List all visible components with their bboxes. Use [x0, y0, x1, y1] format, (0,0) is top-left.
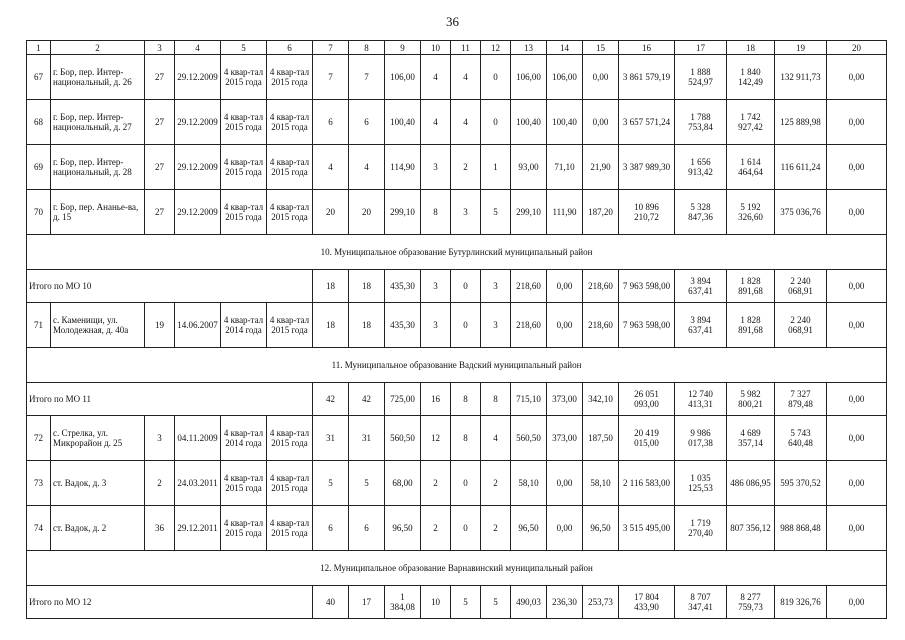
cell-c20: 0,00 [827, 55, 887, 100]
cell-c14: 373,00 [547, 383, 583, 416]
section-header-row [27, 348, 887, 383]
cell-c13: 58,10 [511, 461, 547, 506]
cell-c4: 04.11.2009 [175, 416, 221, 461]
cell-c20: 0,00 [827, 416, 887, 461]
cell-c5: 4 квар-тал 2014 года [221, 303, 267, 348]
cell-c19: 5 743 640,48 [775, 416, 827, 461]
cell-c16: 20 419 015,00 [619, 416, 675, 461]
table-row [27, 145, 887, 190]
cell-c9: 106,00 [385, 55, 421, 100]
cell-c18: 807 356,12 [727, 506, 775, 551]
cell-c19: 988 868,48 [775, 506, 827, 551]
section-header-row [27, 235, 887, 270]
cell-c19: 7 327 879,48 [775, 383, 827, 416]
cell-c7: 7 [313, 55, 349, 100]
cell-c11: 5 [451, 586, 481, 619]
cell-c18: 5 982 800,21 [727, 383, 775, 416]
cell-c6: 4 квар-тал 2015 года [267, 100, 313, 145]
cell-c16: 2 116 583,00 [619, 461, 675, 506]
cell-c16: 26 051 093,00 [619, 383, 675, 416]
column-number-11: 11 [451, 41, 481, 55]
cell-c20: 0,00 [827, 145, 887, 190]
cell-c13: 96,50 [511, 506, 547, 551]
cell-c15: 0,00 [583, 55, 619, 100]
cell-c14: 0,00 [547, 270, 583, 303]
cell-c14: 106,00 [547, 55, 583, 100]
row-number: 71 [27, 303, 51, 348]
cell-c18: 8 277 759,73 [727, 586, 775, 619]
cell-c10: 2 [421, 461, 451, 506]
cell-c12: 4 [481, 416, 511, 461]
cell-c17: 3 894 637,41 [675, 303, 727, 348]
table-row [27, 506, 887, 551]
column-number-13: 13 [511, 41, 547, 55]
cell-c11: 0 [451, 506, 481, 551]
column-number-12: 12 [481, 41, 511, 55]
cell-c3: 3 [145, 416, 175, 461]
cell-c13: 106,00 [511, 55, 547, 100]
cell-c14: 236,30 [547, 586, 583, 619]
table-row [27, 416, 887, 461]
cell-c4: 29.12.2009 [175, 145, 221, 190]
cell-c6: 4 квар-тал 2015 года [267, 190, 313, 235]
cell-c19: 595 370,52 [775, 461, 827, 506]
table-row [27, 55, 887, 100]
cell-c14: 373,00 [547, 416, 583, 461]
cell-c12: 3 [481, 270, 511, 303]
address-cell: с. Стрелка, ул. Микрорайон д. 25 [51, 416, 145, 461]
cell-c19: 125 889,98 [775, 100, 827, 145]
section-header-row [27, 551, 887, 586]
column-number-8: 8 [349, 41, 385, 55]
cell-c15: 342,10 [583, 383, 619, 416]
column-number-14: 14 [547, 41, 583, 55]
column-number-7: 7 [313, 41, 349, 55]
total-label: Итого по МО 12 [27, 586, 313, 619]
cell-c6: 4 квар-тал 2015 года [267, 55, 313, 100]
cell-c7: 20 [313, 190, 349, 235]
cell-c17: 5 328 847,36 [675, 190, 727, 235]
cell-c6: 4 квар-тал 2015 года [267, 461, 313, 506]
cell-c8: 6 [349, 100, 385, 145]
cell-c7: 6 [313, 506, 349, 551]
column-number-row [27, 41, 887, 55]
cell-c20: 0,00 [827, 461, 887, 506]
row-number: 74 [27, 506, 51, 551]
cell-c4: 29.12.2009 [175, 55, 221, 100]
address-cell: г. Бор, пер. Ананье-ва, д. 15 [51, 190, 145, 235]
cell-c3: 27 [145, 145, 175, 190]
cell-c18: 5 192 326,60 [727, 190, 775, 235]
cell-c8: 5 [349, 461, 385, 506]
cell-c10: 4 [421, 100, 451, 145]
page-number: 36 [446, 14, 459, 29]
address-cell: ст. Вадок, д. 2 [51, 506, 145, 551]
cell-c17: 1 719 270,40 [675, 506, 727, 551]
cell-c16: 7 963 598,00 [619, 303, 675, 348]
column-number-2: 2 [51, 41, 145, 55]
cell-c15: 187,20 [583, 190, 619, 235]
cell-c11: 3 [451, 190, 481, 235]
cell-c3: 19 [145, 303, 175, 348]
cell-c9: 100,40 [385, 100, 421, 145]
cell-c12: 1 [481, 145, 511, 190]
cell-c5: 4 квар-тал 2015 года [221, 190, 267, 235]
cell-c16: 10 896 210,72 [619, 190, 675, 235]
cell-c4: 29.12.2011 [175, 506, 221, 551]
cell-c11: 8 [451, 383, 481, 416]
cell-c5: 4 квар-тал 2015 года [221, 506, 267, 551]
cell-c12: 3 [481, 303, 511, 348]
cell-c7: 18 [313, 270, 349, 303]
cell-c20: 0,00 [827, 303, 887, 348]
cell-c7: 42 [313, 383, 349, 416]
cell-c9: 68,00 [385, 461, 421, 506]
column-number-19: 19 [775, 41, 827, 55]
cell-c7: 5 [313, 461, 349, 506]
cell-c17: 1 788 753,84 [675, 100, 727, 145]
table-body [27, 41, 887, 619]
cell-c12: 5 [481, 190, 511, 235]
cell-c17: 1 656 913,42 [675, 145, 727, 190]
cell-c19: 375 036,76 [775, 190, 827, 235]
cell-c17: 12 740 413,31 [675, 383, 727, 416]
cell-c4: 29.12.2009 [175, 100, 221, 145]
cell-c18: 1 742 927,42 [727, 100, 775, 145]
section-title: 10. Муниципальное образование Бутурлинский муниципальный район [27, 235, 887, 270]
cell-c17: 1 888 524,97 [675, 55, 727, 100]
cell-c14: 0,00 [547, 461, 583, 506]
address-cell: г. Бор, пер. Интер-национальный, д. 26 [51, 55, 145, 100]
cell-c4: 14.06.2007 [175, 303, 221, 348]
row-number: 69 [27, 145, 51, 190]
cell-c13: 560,50 [511, 416, 547, 461]
column-number-15: 15 [583, 41, 619, 55]
table-row [27, 461, 887, 506]
cell-c12: 2 [481, 506, 511, 551]
cell-c7: 18 [313, 303, 349, 348]
cell-c10: 16 [421, 383, 451, 416]
table-row [27, 100, 887, 145]
column-number-3: 3 [145, 41, 175, 55]
cell-c8: 42 [349, 383, 385, 416]
housing-register-table [26, 40, 887, 619]
cell-c12: 8 [481, 383, 511, 416]
cell-c20: 0,00 [827, 506, 887, 551]
cell-c18: 486 086,95 [727, 461, 775, 506]
row-number: 70 [27, 190, 51, 235]
cell-c15: 218,60 [583, 303, 619, 348]
cell-c11: 0 [451, 270, 481, 303]
cell-c3: 36 [145, 506, 175, 551]
cell-c6: 4 квар-тал 2015 года [267, 416, 313, 461]
cell-c16: 3 657 571,24 [619, 100, 675, 145]
cell-c10: 3 [421, 145, 451, 190]
cell-c14: 0,00 [547, 506, 583, 551]
cell-c8: 18 [349, 270, 385, 303]
cell-c15: 96,50 [583, 506, 619, 551]
address-cell: с. Каменищи, ул. Молодежная, д. 40а [51, 303, 145, 348]
section-title: 11. Муниципальное образование Вадский муниципальный район [27, 348, 887, 383]
cell-c15: 0,00 [583, 100, 619, 145]
cell-c19: 819 326,76 [775, 586, 827, 619]
column-number-9: 9 [385, 41, 421, 55]
cell-c14: 100,40 [547, 100, 583, 145]
row-number: 68 [27, 100, 51, 145]
section-title: 12. Муниципальное образование Варнавинский муниципальный район [27, 551, 887, 586]
cell-c13: 93,00 [511, 145, 547, 190]
cell-c19: 2 240 068,91 [775, 270, 827, 303]
cell-c18: 1 828 891,68 [727, 270, 775, 303]
column-number-17: 17 [675, 41, 727, 55]
cell-c9: 114,90 [385, 145, 421, 190]
cell-c9: 560,50 [385, 416, 421, 461]
cell-c6: 4 квар-тал 2015 года [267, 303, 313, 348]
cell-c20: 0,00 [827, 586, 887, 619]
cell-c11: 2 [451, 145, 481, 190]
cell-c20: 0,00 [827, 100, 887, 145]
cell-c15: 58,10 [583, 461, 619, 506]
column-number-6: 6 [267, 41, 313, 55]
cell-c8: 31 [349, 416, 385, 461]
row-number: 67 [27, 55, 51, 100]
address-cell: г. Бор, пер. Интер-национальный, д. 28 [51, 145, 145, 190]
column-number-18: 18 [727, 41, 775, 55]
row-number: 72 [27, 416, 51, 461]
cell-c3: 27 [145, 55, 175, 100]
cell-c13: 490,03 [511, 586, 547, 619]
cell-c11: 4 [451, 55, 481, 100]
cell-c16: 3 387 989,30 [619, 145, 675, 190]
cell-c12: 0 [481, 100, 511, 145]
cell-c19: 116 611,24 [775, 145, 827, 190]
cell-c5: 4 квар-тал 2015 года [221, 461, 267, 506]
cell-c7: 40 [313, 586, 349, 619]
cell-c9: 725,00 [385, 383, 421, 416]
cell-c16: 7 963 598,00 [619, 270, 675, 303]
column-number-16: 16 [619, 41, 675, 55]
cell-c17: 9 986 017,38 [675, 416, 727, 461]
cell-c9: 435,30 [385, 303, 421, 348]
cell-c18: 4 689 357,14 [727, 416, 775, 461]
cell-c15: 21,90 [583, 145, 619, 190]
total-row [27, 586, 887, 619]
cell-c9: 96,50 [385, 506, 421, 551]
cell-c16: 3 861 579,19 [619, 55, 675, 100]
cell-c16: 17 804 433,90 [619, 586, 675, 619]
cell-c15: 187,50 [583, 416, 619, 461]
cell-c17: 3 894 637,41 [675, 270, 727, 303]
cell-c8: 6 [349, 506, 385, 551]
cell-c5: 4 квар-тал 2015 года [221, 145, 267, 190]
cell-c6: 4 квар-тал 2015 года [267, 145, 313, 190]
cell-c10: 12 [421, 416, 451, 461]
total-row [27, 270, 887, 303]
cell-c18: 1 828 891,68 [727, 303, 775, 348]
total-label: Итого по МО 10 [27, 270, 313, 303]
column-number-5: 5 [221, 41, 267, 55]
cell-c17: 1 035 125,53 [675, 461, 727, 506]
cell-c7: 4 [313, 145, 349, 190]
cell-c8: 17 [349, 586, 385, 619]
cell-c17: 8 707 347,41 [675, 586, 727, 619]
column-number-10: 10 [421, 41, 451, 55]
cell-c5: 4 квар-тал 2014 года [221, 416, 267, 461]
table-row [27, 303, 887, 348]
cell-c4: 29.12.2009 [175, 190, 221, 235]
cell-c15: 253,73 [583, 586, 619, 619]
table-row [27, 190, 887, 235]
cell-c12: 0 [481, 55, 511, 100]
address-cell: ст. Вадок, д. 3 [51, 461, 145, 506]
cell-c12: 5 [481, 586, 511, 619]
cell-c7: 6 [313, 100, 349, 145]
cell-c14: 0,00 [547, 303, 583, 348]
cell-c13: 100,40 [511, 100, 547, 145]
cell-c3: 27 [145, 100, 175, 145]
cell-c15: 218,60 [583, 270, 619, 303]
cell-c18: 1 840 142,49 [727, 55, 775, 100]
cell-c3: 27 [145, 190, 175, 235]
cell-c8: 20 [349, 190, 385, 235]
cell-c4: 24.03.2011 [175, 461, 221, 506]
cell-c3: 2 [145, 461, 175, 506]
cell-c8: 18 [349, 303, 385, 348]
column-number-20: 20 [827, 41, 887, 55]
cell-c5: 4 квар-тал 2015 года [221, 100, 267, 145]
cell-c20: 0,00 [827, 383, 887, 416]
cell-c5: 4 квар-тал 2015 года [221, 55, 267, 100]
cell-c20: 0,00 [827, 270, 887, 303]
cell-c19: 2 240 068,91 [775, 303, 827, 348]
cell-c16: 3 515 495,00 [619, 506, 675, 551]
row-number: 73 [27, 461, 51, 506]
total-row [27, 383, 887, 416]
cell-c13: 299,10 [511, 190, 547, 235]
cell-c10: 2 [421, 506, 451, 551]
cell-c8: 4 [349, 145, 385, 190]
cell-c11: 0 [451, 303, 481, 348]
cell-c11: 8 [451, 416, 481, 461]
cell-c19: 132 911,73 [775, 55, 827, 100]
column-number-1: 1 [27, 41, 51, 55]
cell-c13: 218,60 [511, 270, 547, 303]
cell-c8: 7 [349, 55, 385, 100]
cell-c10: 8 [421, 190, 451, 235]
cell-c6: 4 квар-тал 2015 года [267, 506, 313, 551]
cell-c13: 715,10 [511, 383, 547, 416]
cell-c20: 0,00 [827, 190, 887, 235]
cell-c14: 71,10 [547, 145, 583, 190]
cell-c9: 299,10 [385, 190, 421, 235]
total-label: Итого по МО 11 [27, 383, 313, 416]
cell-c18: 1 614 464,64 [727, 145, 775, 190]
cell-c11: 0 [451, 461, 481, 506]
cell-c7: 31 [313, 416, 349, 461]
cell-c11: 4 [451, 100, 481, 145]
cell-c14: 111,90 [547, 190, 583, 235]
cell-c9: 435,30 [385, 270, 421, 303]
column-number-4: 4 [175, 41, 221, 55]
cell-c10: 3 [421, 270, 451, 303]
address-cell: г. Бор, пер. Интер-национальный, д. 27 [51, 100, 145, 145]
cell-c13: 218,60 [511, 303, 547, 348]
cell-c10: 3 [421, 303, 451, 348]
cell-c12: 2 [481, 461, 511, 506]
cell-c10: 4 [421, 55, 451, 100]
cell-c10: 10 [421, 586, 451, 619]
cell-c9: 1 384,08 [385, 586, 421, 619]
